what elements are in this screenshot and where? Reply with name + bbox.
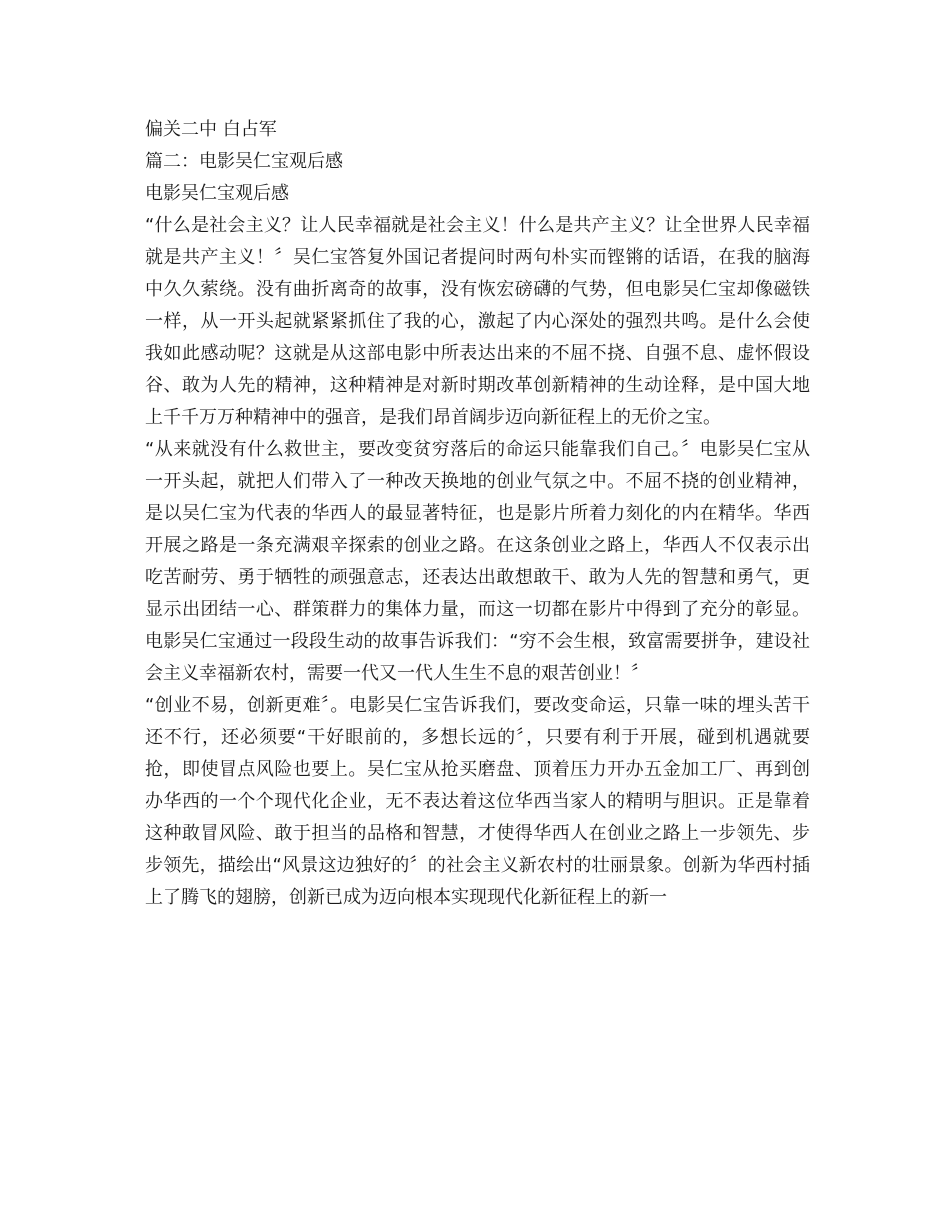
paragraph-3: “创业不易，创新更难〞。电影吴仁宝告诉我们，要改变命运，只靠一味的埋头苦干还不行，还必须要“干好眼前的，多想长远的〞，只要有利于开展，碰到机遇就要抢，即使冒点风险也要上。吴仁宝从抢买磨盘、顶着压力开办五金加工厂、再到创办华西的一个个现代化企业，无不表达着这位华西当家人的精明与胆识。正是靠着这种敢冒风险、敢于担当的品格和智慧，才使得华西人在创业之路上一步领先、步步领先，描绘出“风景这边独好的〞的社会主义新农村的壮丽景象。创新为华西村插上了腾飞的翅膀，创新已成为迈向根本实现现代化新征程上的新一 bbox=[145, 695, 810, 908]
document-body bbox=[145, 114, 810, 914]
paragraph-2: “从来就没有什么救世主，要改变贫穷落后的命运只能靠我们自己。〞电影吴仁宝从一开头起，就把人们带入了一种改天换地的创业气氛之中。不屈不挠的创业精神，是以吴仁宝为代表的华西人的最显著特征，也是影片所着力刻化的内在精华。华西开展之路是一条充满艰辛探索的创业之路。在这条创业之路上，华西人不仅表示出吃苦耐劳、勇于牺牲的顽强意志，还表达出敢想敢干、敢为人先的智慧和勇气，更显示出团结一心、群策群力的集体力量，而这一切都在影片中得到了充分的彰显。电影吴仁宝通过一段段生动的故事告诉我们：“穷不会生根，致富需要拼争，建设社会主义幸福新农村，需要一代又一代人生生不息的艰苦创业！〞 bbox=[145, 439, 810, 684]
document-title: 电影吴仁宝观后感 bbox=[145, 183, 289, 204]
section-heading: 篇二：电影吴仁宝观后感 bbox=[145, 151, 343, 172]
paragraph-1: “什么是社会主义？让人民幸福就是社会主义！什么是共产主义？让全世界人民幸福就是共产主义！〞吴仁宝答复外国记者提问时两句朴实而铿锵的话语，在我的脑海中久久萦绕。没有曲折离奇的故事，没有恢宏磅礴的气势，但电影吴仁宝却像磁铁一样，从一开头起就紧紧抓住了我的心，激起了内心深处的强烈共鸣。是什么会使我如此感动呢？这就是从这部电影中所表达出来的不屈不挠、自强不息、虚怀假设谷、敢为人先的精神，这种精神是对新时期改革创新精神的生动诠释，是中国大地上千千万万种精神中的强音，是我们昂首阔步迈向新征程上的无价之宝。 bbox=[145, 215, 810, 428]
author-line: 偏关二中 白占军 bbox=[145, 119, 277, 140]
